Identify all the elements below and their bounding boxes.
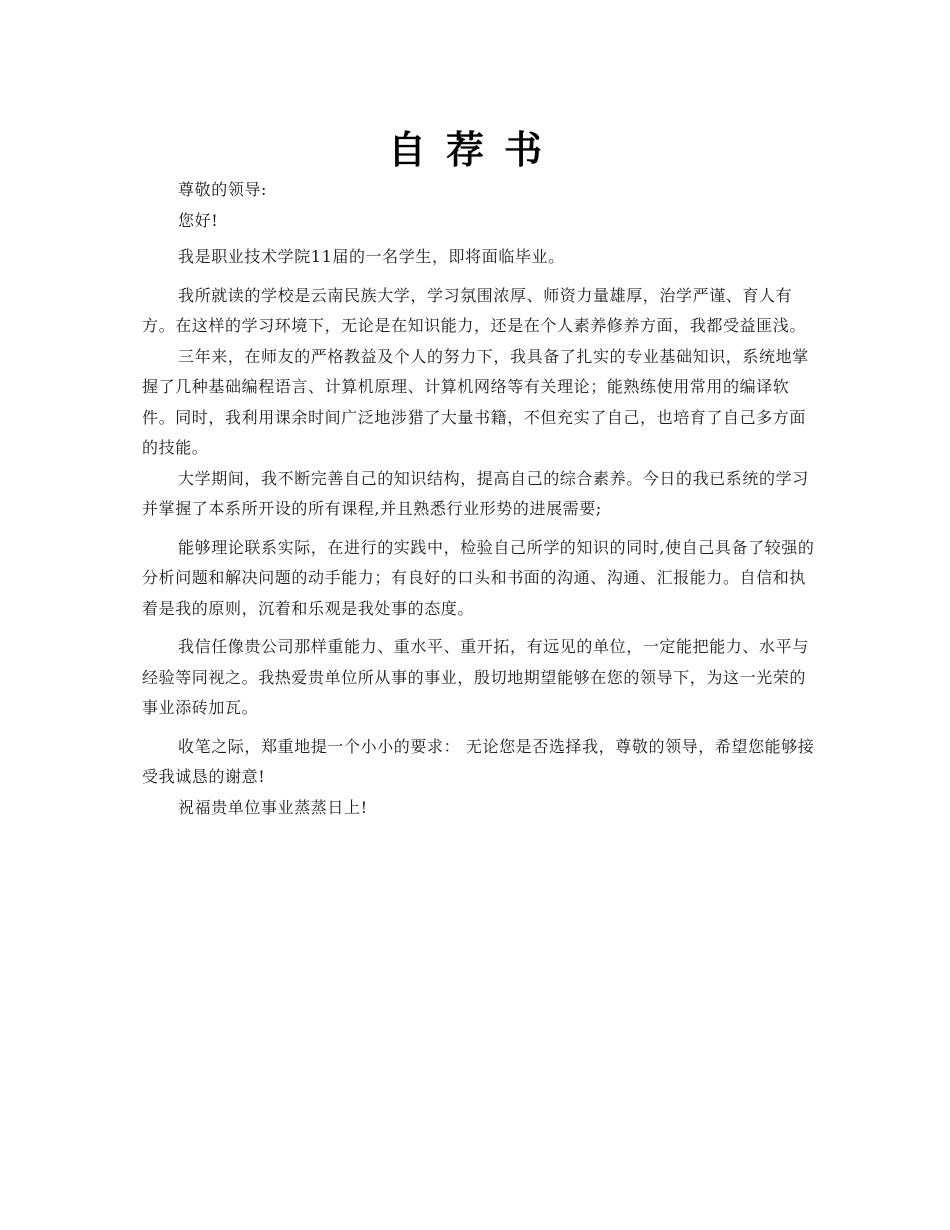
- paragraph-skills: 三年来，在师友的严格教益及个人的努力下，我具备了扎实的专业基础知识，系统地掌握了几种基础编程语言、计算机原理、计算机网络等有关理论；能熟练使用常用的编译软件。同时，我利用课余时间广泛地涉猎了大量书籍，不但充实了自己，也培育了自己多方面的技能。: [142, 346, 809, 457]
- paragraph-company: 我信任像贵公司那样重能力、重水平、重开拓，有远见的单位，一定能把能力、水平与经验等同视之。我热爱贵单位所从事的事业，殷切地期望能够在您的领导下，为这一光荣的事业添砖加瓦。: [142, 637, 809, 717]
- document-title: 自荐书: [387, 128, 562, 172]
- paragraph-school: 我所就读的学校是云南民族大学，学习氛围浓厚、师资力量雄厚，治学严谨、育人有方。在这样的学习环境下，无论是在知识能力，还是在个人素养修养方面，我都受益匪浅。: [142, 285, 807, 335]
- paragraph-blessing: 祝福贵单位事业蒸蒸日上!: [178, 797, 368, 817]
- paragraph-closing-request: 收笔之际，郑重地提一个小小的要求： 无论您是否选择我，尊敬的领导，希望您能够接受我诚恳的谢意!: [142, 736, 815, 786]
- paragraph-intro: 我是职业技术学院11届的一名学生，即将面临毕业。: [178, 247, 565, 266]
- document-body: [142, 175, 822, 823]
- paragraph-practice: 能够理论联系实际，在进行的实践中，检验自己所学的知识的同时,使自己具备了较强的分析问题和解决问题的动手能力；有良好的口头和书面的沟通、沟通、汇报能力。自信和执着是我的原则，沉着和乐观是我处事的态度。: [142, 537, 815, 618]
- greeting-line: 尊敬的领导:: [178, 180, 267, 199]
- salutation-line: 您好!: [178, 210, 219, 230]
- paragraph-study: 大学期间，我不断完善自己的知识结构，提高自己的综合素养。今日的我已系统的学习并掌握了本系所开设的所有课程,并且熟悉行业形势的进展需要;: [142, 468, 809, 518]
